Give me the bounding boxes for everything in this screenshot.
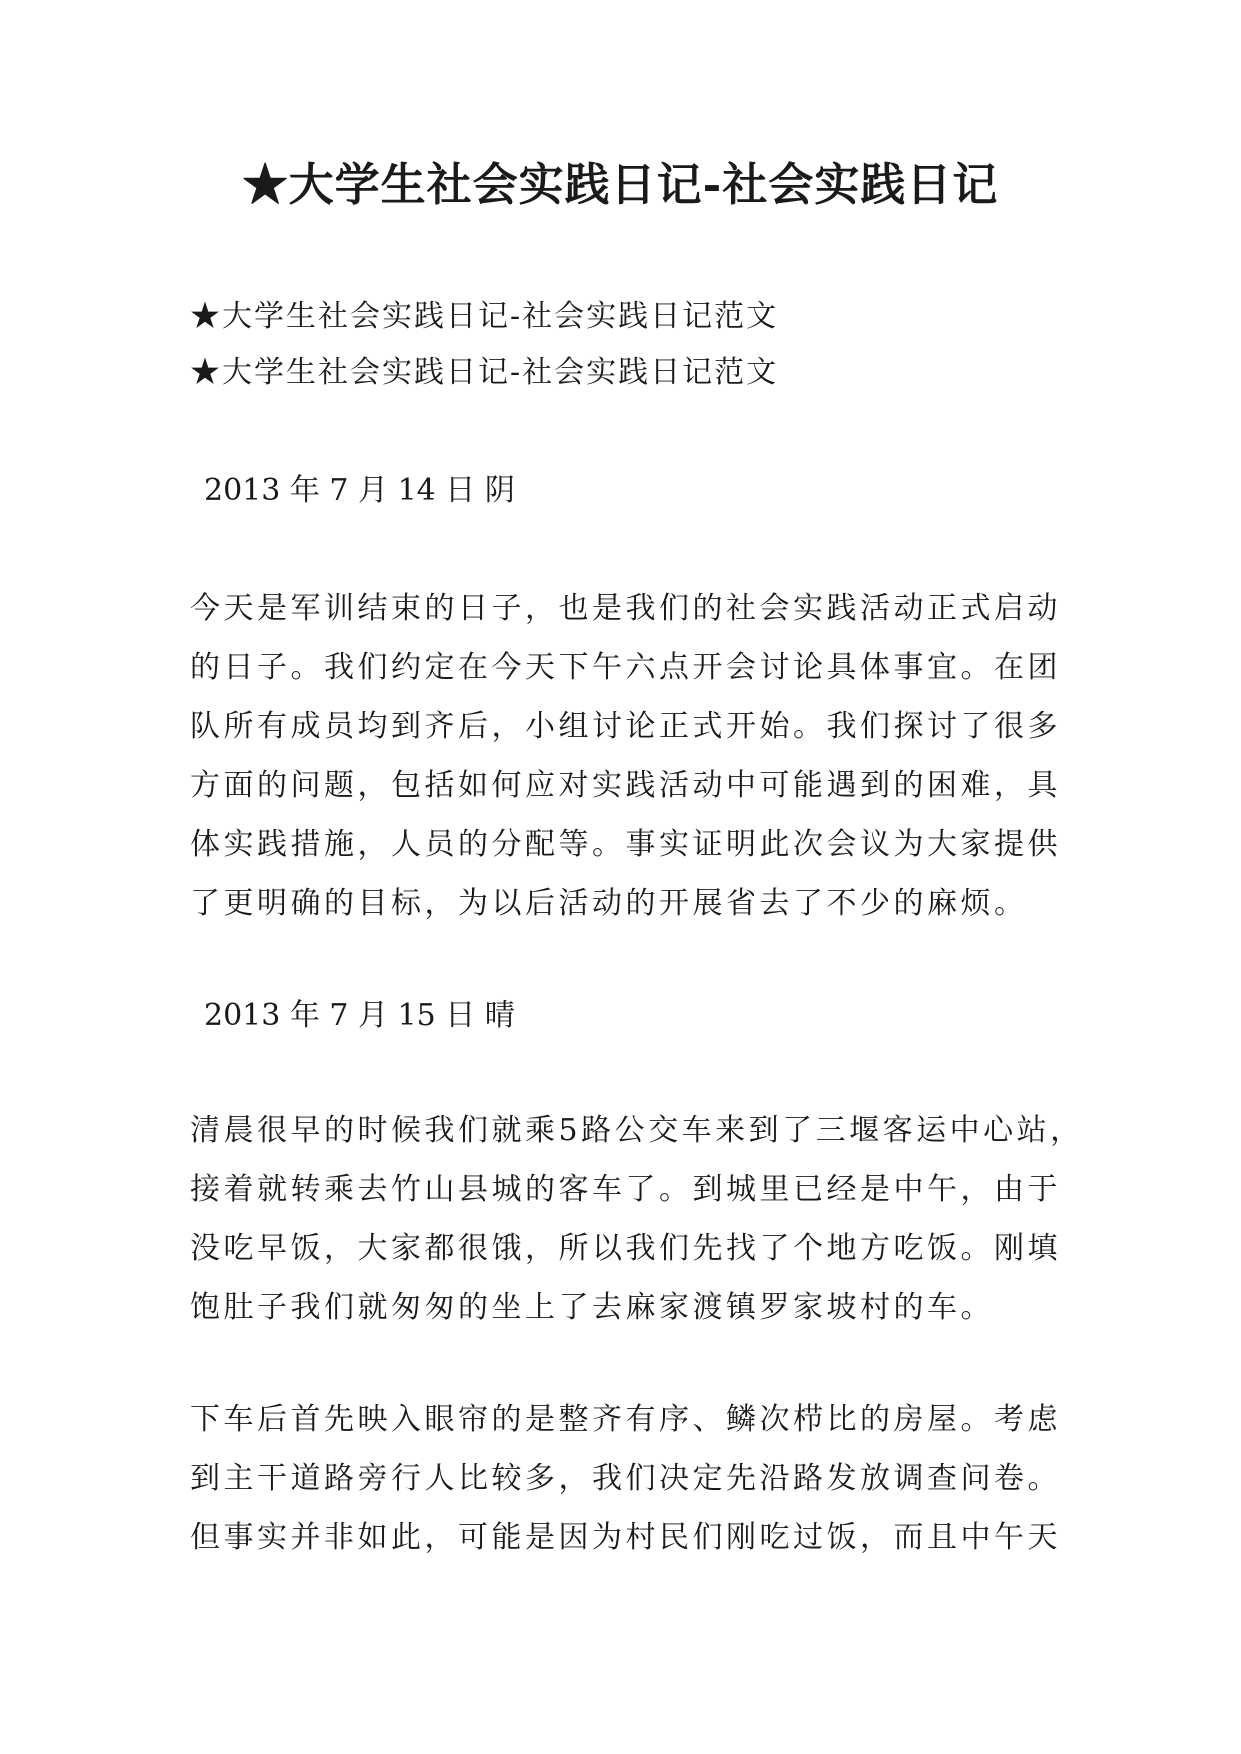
- document-title: ★大学生社会实践日记-社会实践日记: [242, 158, 999, 211]
- paragraph-line: 了更明确的目标，为以后活动的开展省去了不少的麻烦。: [190, 886, 1028, 921]
- paragraph-line: 队所有成员均到齐后，小组讨论正式开始。我们探讨了很多: [190, 709, 1061, 744]
- entry-paragraph: [190, 579, 1090, 933]
- paragraph-line: 饱肚子我们就匆匆的坐上了去麻家渡镇罗家坡村的车。: [190, 1290, 994, 1325]
- document-subtitle: ★大学生社会实践日记-社会实践日记范文: [190, 355, 779, 390]
- paragraph-line: 的日子。我们约定在今天下午六点开会讨论具体事宜。在团: [190, 650, 1061, 685]
- paragraph-line: 但事实并非如此，可能是因为村民们刚吃过饭，而且中午天: [190, 1520, 1061, 1555]
- paragraph-line: 没吃早饭，大家都很饿，所以我们先找了个地方吃饭。刚填: [190, 1231, 1061, 1266]
- entry-date: 2013 年 7 月 15 日 晴: [204, 998, 515, 1033]
- entry-date: 2013 年 7 月 14 日 阴: [204, 473, 515, 508]
- paragraph-line: 今天是军训结束的日子，也是我们的社会实践活动正式启动: [190, 591, 1061, 626]
- entry-paragraph: [190, 1390, 1090, 1567]
- paragraph-line: 下车后首先映入眼帘的是整齐有序、鳞次栉比的房屋。考虑: [190, 1402, 1061, 1437]
- paragraph-line: 到主干道路旁行人比较多，我们决定先沿路发放调查问卷。: [190, 1461, 1061, 1496]
- paragraph-line: 清晨很早的时候我们就乘5路公交车来到了三堰客运中心站，: [190, 1113, 1084, 1148]
- paragraph-line: 接着就转乘去竹山县城的客车了。到城里已经是中午，由于: [190, 1172, 1061, 1207]
- entry-paragraph: [190, 1101, 1090, 1337]
- paragraph-line: 方面的问题，包括如何应对实践活动中可能遇到的困难，具: [190, 768, 1061, 803]
- paragraph-line: 体实践措施，人员的分配等。事实证明此次会议为大家提供: [190, 827, 1061, 862]
- document-subtitle: ★大学生社会实践日记-社会实践日记范文: [190, 299, 779, 334]
